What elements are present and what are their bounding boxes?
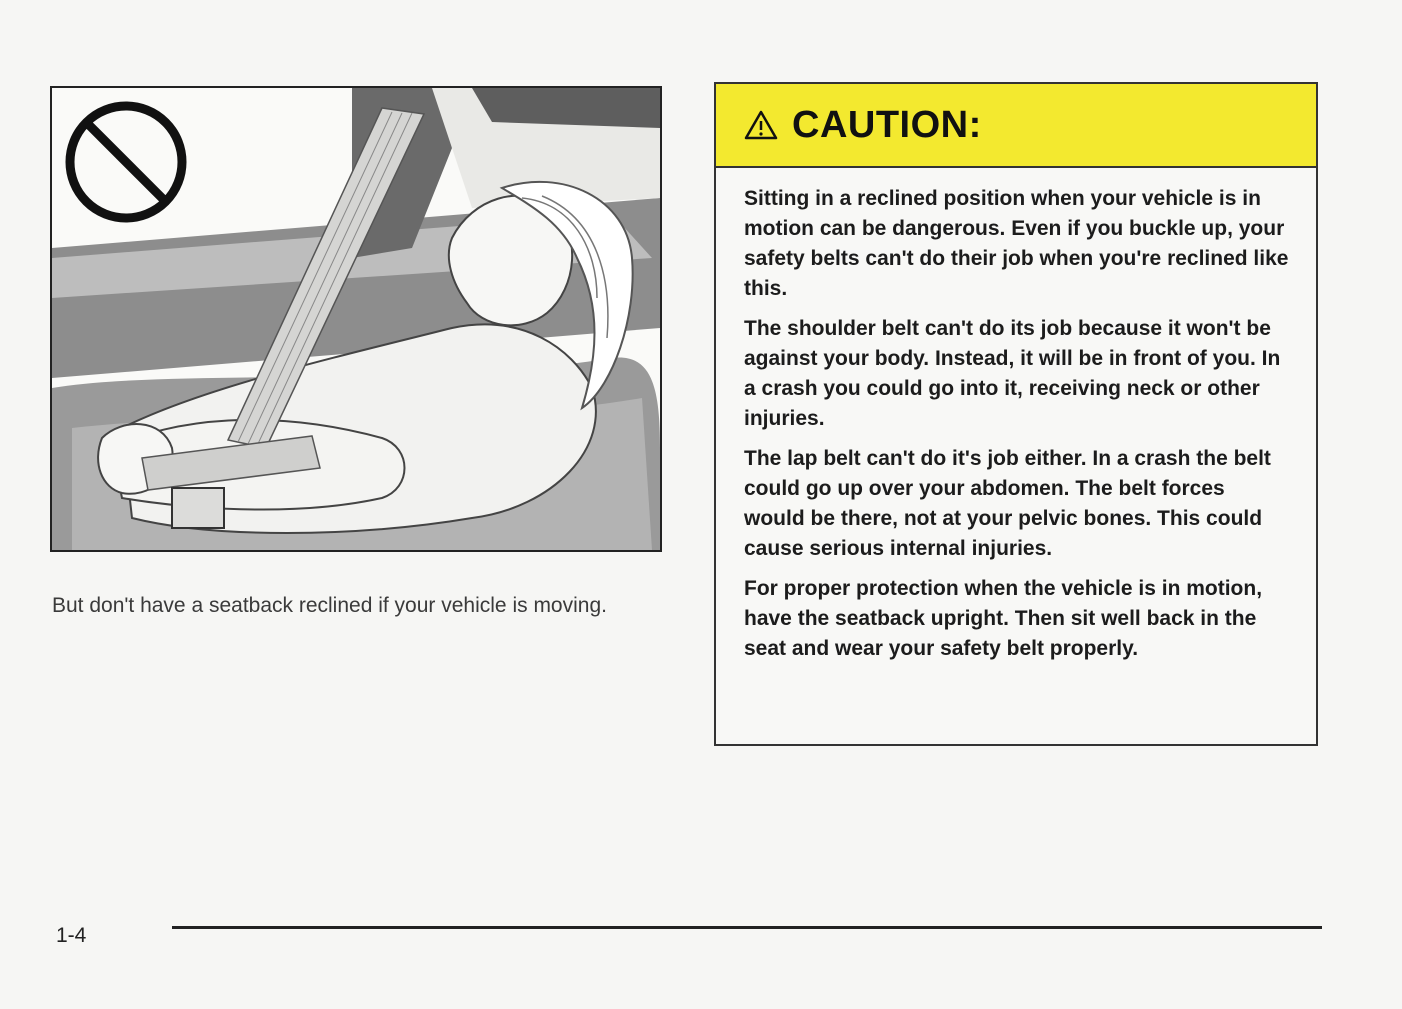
footer-divider	[172, 926, 1322, 929]
caution-box	[714, 82, 1318, 746]
caution-header	[716, 84, 1316, 168]
reclined-passenger-illustration	[50, 86, 662, 552]
caution-paragraph: Sitting in a reclined position when your vehicle is in motion can be dangerous. Even if you buckle up, your safety belts can't do their job when you're reclined like this.	[744, 187, 1289, 300]
illustration-drawing	[52, 88, 660, 550]
warning-triangle-icon	[744, 110, 778, 140]
page-number: 1-4	[56, 924, 87, 947]
caution-paragraph: For proper protection when the vehicle is in motion, have the seatback upright. Then sit well back in the seat and wear your safety belt properly.	[744, 577, 1263, 660]
caution-body	[716, 168, 1316, 664]
illustration-caption: But don't have a seatback reclined if your vehicle is moving.	[52, 594, 607, 617]
caution-paragraph: The lap belt can't do it's job either. In a crash the belt could go up over your abdomen. The belt forces would be there, not at your pelvic bones. This could cause serious internal injuries.	[744, 447, 1271, 560]
caution-paragraph: The shoulder belt can't do its job because it won't be against your body. Instead, it will be in front of you. In a crash you could go into it, receiving neck or other injuries.	[744, 317, 1281, 430]
caution-title: CAUTION:	[792, 103, 982, 146]
